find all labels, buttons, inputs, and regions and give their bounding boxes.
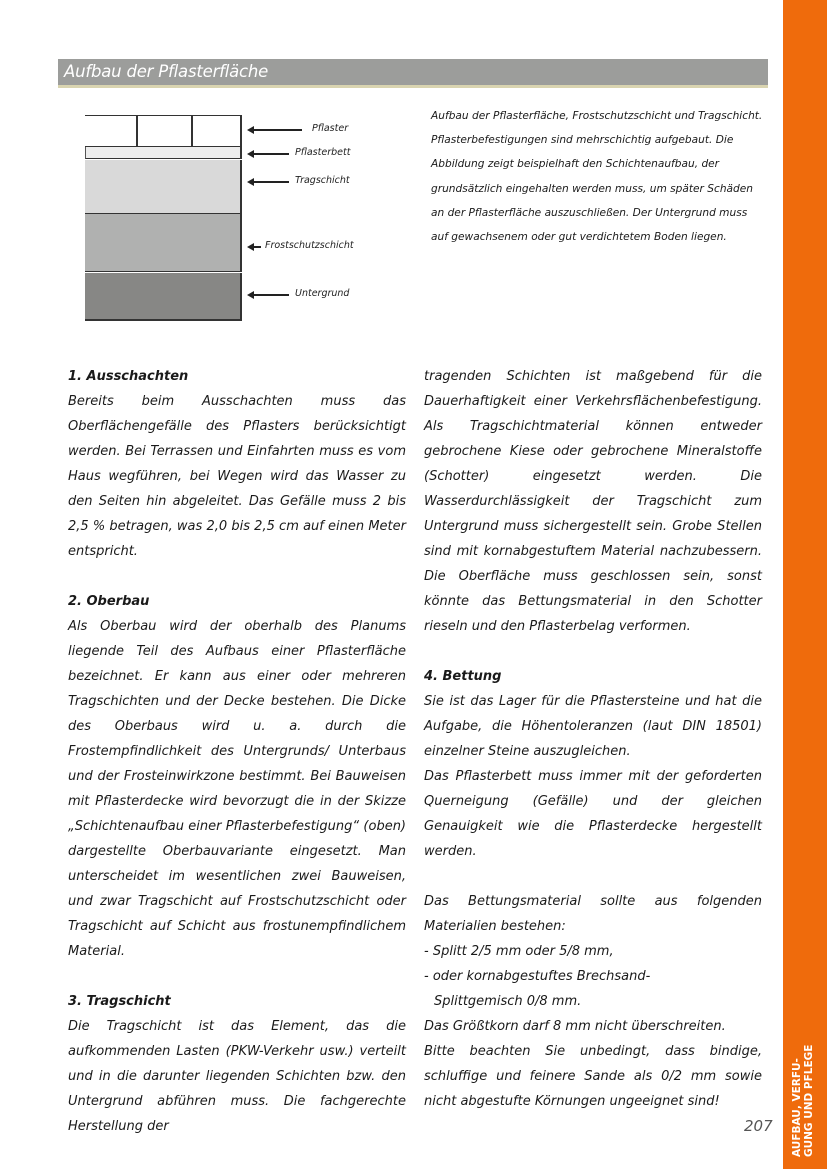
layer-untergrund (85, 273, 242, 321)
caption-line: auf gewachsenem oder gut verdichtetem Boden liegen. (431, 231, 727, 244)
caption-line: an der Pflasterfläche auszuschließen. Der Untergrund muss (431, 206, 748, 219)
arrow-left-icon (249, 129, 302, 131)
max-grain-note: Das Größtkorn darf 8 mm nicht überschreiten. (424, 1019, 726, 1034)
label-pflaster: Pflaster (312, 123, 349, 134)
arrow-left-icon (249, 153, 289, 155)
warning-note: Bitte beachten Sie unbedingt, dass bindige, schluffige und feinere Sande als 0/2 mm sowie nicht abgestufte Körnungen ungeeignet sind! (424, 1044, 762, 1109)
heading-oberbau: 2. Oberbau (68, 594, 150, 609)
text-column-left (68, 364, 406, 1139)
figure-caption (431, 104, 771, 249)
caption-line: grundsätzlich eingehalten werden muss, um später Schäden (431, 182, 753, 195)
chapter-label-line-2: GUNG UND PFLEGE (803, 1044, 815, 1157)
layer-pflaster (85, 115, 242, 147)
label-tragschicht: Tragschicht (295, 175, 350, 186)
material-item: - oder kornabgestuftes Brechsand- (424, 969, 651, 984)
chapter-label-line-1: AUFBAU, VERFU- (791, 1058, 803, 1157)
label-pflasterbett: Pflasterbett (295, 147, 351, 158)
layer-frostschutzschicht (85, 214, 242, 272)
paving-stone-joint (136, 116, 138, 146)
paragraph-tragschicht-part2: tragenden Schichten ist maßgebend für die Dauerhaftigkeit einer Verkehrsflächenbefestigung. Als Tragschichtmaterial können entweder gebrochene Kiese oder gebrochene Mineralstoffe (Schotter) eingesetzt werden. Die Wasserdurchlässigkeit der Tragschicht zum Untergrund muss sichergestellt sein. Grobe Stellen sind mit kornabgestuftem Material nachzubessern. Die Oberfläche muss geschlossen sein, sonst könnte das Bettungsmaterial in den Schotter rieseln und den Pflasterbelag verformen. (424, 369, 762, 634)
paragraph-tragschicht-part1: Die Tragschicht ist das Element, das die aufkommenden Lasten (PKW-Verkehr usw.) verteilt und in die darunter liegenden Schichten bzw. den Untergrund abführen muss. Die fachgerechte Herstellung der (68, 1019, 406, 1134)
chapter-side-tab-label (791, 1045, 815, 1157)
layer-pflasterbett (85, 147, 242, 159)
section-header-underline (58, 85, 768, 88)
chapter-side-tab (783, 0, 827, 1169)
paragraph-bettung-1: Sie ist das Lager für die Pflastersteine und hat die Aufgabe, die Höhentoleranzen (laut DIN 18501) einzelner Steine auszugleichen. (424, 694, 762, 759)
heading-ausschachten: 1. Ausschachten (68, 369, 189, 384)
arrow-left-icon (249, 294, 289, 296)
paragraph-bettung-2: Das Pflasterbett muss immer mit der geforderten Querneigung (Gefälle) und der gleichen Genauigkeit wie die Pflasterdecke hergestellt werden. (424, 769, 762, 859)
paragraph-oberbau: Als Oberbau wird der oberhalb des Planums liegende Teil des Aufbaus einer Pflasterfläche bezeichnet. Er kann aus einer oder mehreren Tragschichten und der Decke bestehen. Die Dicke des Oberbaus wird u. a. durch die Frostempfindlichkeit des Untergrunds/ Unterbaus und der Frosteinwirkzone bestimmt. Bei Bauweisen mit Pflasterdecke wird bevorzugt die in der Skizze „Schichtenaufbau einer Pflasterbefestigung“ (oben) dargestellte Oberbauvariante eingesetzt. Man unterscheidet im wesentlichen zwei Bauweisen, und zwar Tragschicht auf Frostschutzschicht oder Tragschicht auf Schicht aus frostunempfindlichem Material. (68, 619, 406, 959)
heading-tragschicht: 3. Tragschicht (68, 994, 171, 1009)
page-number: 207 (744, 1117, 773, 1135)
arrow-left-icon (249, 181, 289, 183)
caption-line: Pflasterbefestigungen sind mehrschichtig aufgebaut. Die (431, 134, 734, 147)
caption-line: Aufbau der Pflasterfläche, Frostschutzschicht und Tragschicht. (431, 110, 763, 122)
paving-stone-joint (191, 116, 193, 146)
material-item: - Splitt 2/5 mm oder 5/8 mm, (424, 944, 614, 959)
label-untergrund: Untergrund (295, 288, 350, 299)
section-title: Aufbau der Pflasterfläche (64, 62, 269, 81)
paragraph-ausschachten: Bereits beim Ausschachten muss das Oberflächengefälle des Pflasters berücksichtigt werden. Bei Terrassen und Einfahrten muss es vom Haus wegführen, bei Wegen wird das Wasser zu den Seiten hin abgeleitet. Das Gefälle muss 2 bis 2,5 % betragen, was 2,0 bis 2,5 cm auf einen Meter entspricht. (68, 394, 406, 559)
layer-tragschicht (85, 160, 242, 214)
arrow-left-icon (249, 246, 261, 248)
caption-line: Abbildung zeigt beispielhaft den Schichtenaufbau, der (431, 158, 720, 171)
heading-bettung: 4. Bettung (424, 669, 502, 684)
material-item: Splittgemisch 0/8 mm. (434, 994, 582, 1009)
label-frostschutzschicht: Frostschutzschicht (265, 240, 354, 251)
text-column-right (424, 364, 762, 1114)
materials-intro: Das Bettungsmaterial sollte aus folgenden Materialien bestehen: (424, 894, 762, 934)
